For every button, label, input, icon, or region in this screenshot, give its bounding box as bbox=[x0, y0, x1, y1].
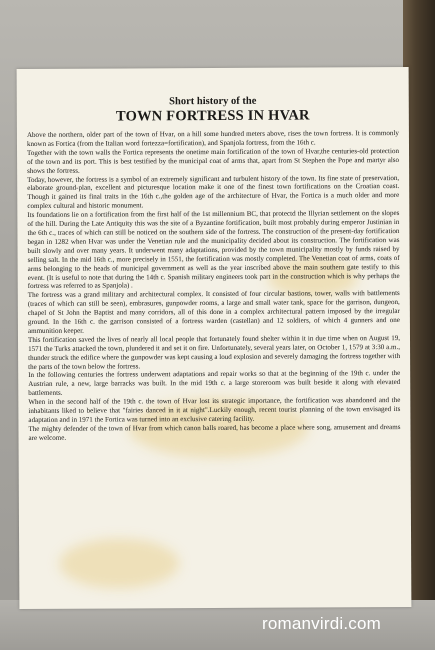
paragraph: When in the second half of the 19th c. the town of Hvar lost its strategic importance, the fortification was abandoned and the inhabitants liked to believe that "fairies danced in it at night".Luckily enough, recent tourist planning of the town envisaged its adaptation and in 1971 the Fortica was turned into an exclusive catering facility. bbox=[28, 396, 401, 424]
paragraph: The fortress was a grand military and architectural complex. It consisted of four circular bastions, tower, walls with battlements (traces of which can still be seen), embrasures, gunpowder rooms, a large and small water tank, space for the garrison, dungeon, chapel of St John the Baptist and many corridors, all of this done in a complex architectural pattern imposed by the irregular ground. In the 16th c. the garrison consisted of a fortress warden (castellan) and 12 soldiers, of which 4 gunners and one ammunition keeper. bbox=[27, 289, 400, 335]
board-subtitle: Short history of the bbox=[169, 95, 257, 108]
info-board bbox=[17, 67, 412, 609]
paragraph: Today, however, the fortress is a symbol of an extremely significant and turbulent history of the town. Its fine state of preservation, elaborate ground-plan, excellent and picturesque location make it one of the finest town fortifications on the Croatian coast. Though it gained its final traits in the 16th c.,the golden age of the architecture of Hvar, the Fortica is a much older and more complex cultural and historic monument. bbox=[27, 173, 400, 211]
photo-watermark: romanvirdi.com bbox=[262, 614, 381, 633]
paragraph: Together with the town walls the Fortica represents the onetime main fortification of the town of Hvar,the centuries-old protection of the town and its port. This is best testified by the municipal coat of arms that, apart from St Stephen the Pope and martyr also shows the fortress. bbox=[27, 146, 400, 175]
paragraph: Above the northern, older part of the town of Hvar, on a hill some hundred meters above, rises the town fortress. It is commonly known as Fortica (from the Italian word fortezza=fortification), and Spanjola fortress, from the 16th c. bbox=[26, 129, 399, 148]
board-title: TOWN FORTRESS IN HVAR bbox=[115, 107, 310, 125]
paragraph: Its foundations lie on a fortification from the first half of the 1st millennium BC, that protectd the Illyrian settlement on the slopes of the hill. During the Late Antiquity this was the site of a Byzantine fortification, built most probably during emperor Justinian in the 6th c., traces of which can still be noticed on the southern side of the fortress. The construction of the present-day fortification began in 1282 when Hvar was under the Venetian rule and the municipality decided about its construction. The fortification was built slowly and over many years. It underwent many adaptations, provided by the town municipality mostly by funds raised by selling salt. In the mid 16th c., more precisely in 1551, the fortification was mostly completed. The Venetian coat of arms, coats of arms belonging to the heads of municipal government as well as the year inscribed above the main southern gate testify to this event. (It is useful to note that during the 14th c. Spanish military engineers took part in the construction which is why perhaps the fortress was referred to as Spanjola) . bbox=[27, 209, 400, 291]
paragraph: This fortification saved the lives of nearly all local people that fortunately found shelter within it in due time when on August 19, 1571 the Turks attacked the town, plundered it and set it on fire. Unfortunately, several years later, on October 1, 1579 at 3:30 a.m., thunder struck the edifice where the gunpowder was kept causing a loud explosion and severely damaging the fortress together with the parts of the town below the fortress. bbox=[27, 333, 401, 371]
paragraph: In the following centuries the fortress underwent adaptations and repair works so that at the beginning of the 19th c. under the Austrian rule, a new, large barracks was built. In the mid 19th c. a large storeroom was built beside it along with elevated battlements. bbox=[28, 369, 401, 398]
stain-mark bbox=[59, 538, 179, 589]
paragraph: The mighty defender of the town of Hvar from which canon balls roared, has become a place where song, amusement and dreams are welcome. bbox=[28, 422, 401, 442]
history-text bbox=[27, 129, 401, 443]
